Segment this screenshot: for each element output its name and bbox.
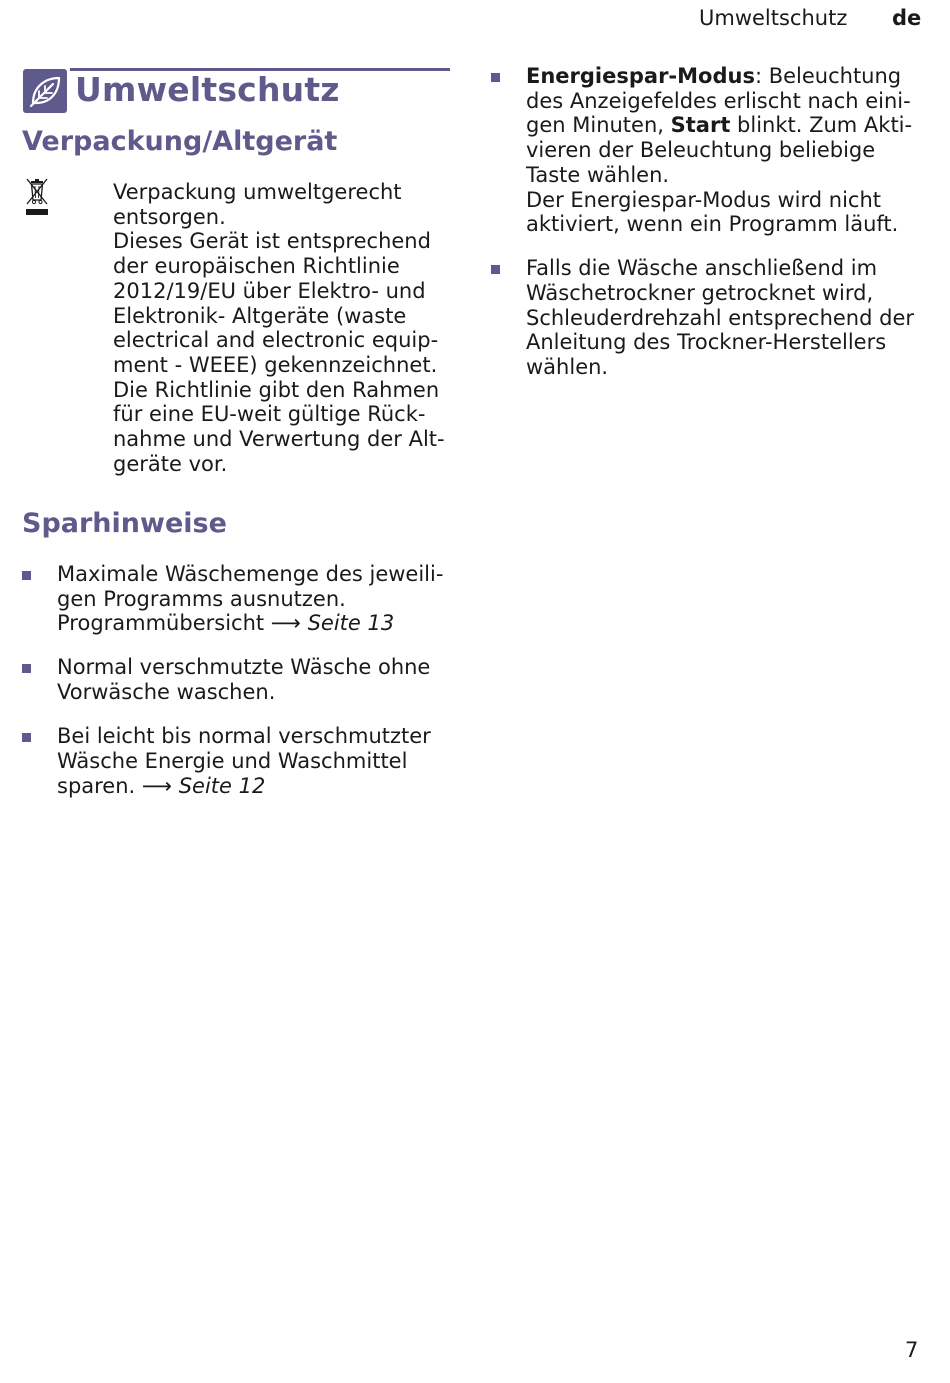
page-title: Umweltschutz <box>75 70 340 109</box>
list-item-line: Wäschetrockner getrocknet wird, <box>526 280 874 305</box>
list-item-line: Taste wählen. <box>526 162 670 187</box>
energy-mode-term: Energiespar-Modus <box>526 64 755 88</box>
list-item <box>22 655 462 704</box>
square-bullet-icon <box>22 571 31 580</box>
arrow-right-icon: ⟶ <box>270 611 301 636</box>
list-item-line: Schleuderdrehzahl entsprechend der <box>526 305 915 330</box>
list-item-line: Wäsche Energie und Waschmittel <box>57 748 408 773</box>
leaf-icon <box>23 69 67 113</box>
packaging-line: geräte vor. <box>113 451 228 476</box>
running-header-language: de <box>892 6 922 30</box>
list-item-text: : Beleuchtung <box>754 64 902 88</box>
list-item-line: Normal verschmutzte Wäsche ohne <box>57 655 431 680</box>
list-item-line: des Anzeigefeldes erlischt nach eini- <box>526 88 911 113</box>
savings-list <box>22 562 462 818</box>
packaging-line: Verpackung umweltgerecht <box>113 180 402 204</box>
packaging-paragraph <box>113 180 458 476</box>
list-item-line: Anleitung des Trockner-Herstellers <box>526 330 887 355</box>
square-bullet-icon <box>491 265 500 274</box>
packaging-heading: Verpackung/Altgerät <box>22 126 338 157</box>
page-reference-link[interactable]: Seite 12 <box>172 773 266 798</box>
packaging-line: ment - WEEE) gekennzeichnet. <box>113 352 438 377</box>
arrow-right-icon: ⟶ <box>141 773 173 798</box>
packaging-line: Elektronik- Altgeräte (waste <box>113 303 407 328</box>
packaging-line: 2012/19/EU über Elektro- und <box>113 278 426 303</box>
packaging-line: entsorgen. <box>113 204 226 229</box>
square-bullet-icon <box>491 73 500 82</box>
list-item-line <box>57 611 462 636</box>
list-item-line <box>526 64 931 89</box>
page-reference-link[interactable]: Seite 13 <box>300 611 395 636</box>
square-bullet-icon <box>22 733 31 742</box>
list-item-line: Bei leicht bis normal verschmutzter <box>57 724 431 749</box>
list-item-line: wählen. <box>526 355 609 380</box>
crossed-out-wheelie-bin-icon <box>24 176 50 216</box>
page-number: 7 <box>905 1338 919 1362</box>
square-bullet-icon <box>22 664 31 673</box>
running-header-section: Umweltschutz <box>699 6 848 30</box>
list-item <box>22 724 462 798</box>
list-item-line: Maximale Wäschemenge des jeweili- <box>57 562 444 586</box>
list-item <box>491 256 931 380</box>
list-item-line <box>57 774 462 799</box>
savings-heading: Sparhinweise <box>22 508 227 539</box>
list-item-text: sparen. <box>57 773 142 798</box>
packaging-line: Die Richtlinie gibt den Rahmen <box>113 377 440 402</box>
packaging-line: der europäischen Richtlinie <box>113 254 400 279</box>
list-item-line: vieren der Beleuchtung beliebige <box>526 138 876 163</box>
list-item-line <box>526 113 931 138</box>
list-item-line: Vorwäsche waschen. <box>57 680 276 705</box>
packaging-line: nahme und Verwertung der Alt- <box>113 427 445 452</box>
list-item-line: gen Programms ausnutzen. <box>57 586 346 611</box>
list-item-line: Falls die Wäsche anschließend im <box>526 256 878 281</box>
list-item <box>22 562 462 636</box>
tips-list-right <box>491 64 931 399</box>
list-item-line: Der Energiespar-Modus wird nicht <box>526 187 881 212</box>
packaging-line: electrical and electronic equip- <box>113 328 439 353</box>
packaging-line: für eine EU-weit gültige Rück- <box>113 402 426 427</box>
packaging-line: Dieses Gerät ist entsprechend <box>113 229 431 254</box>
list-item-text: gen Minuten, <box>526 113 671 138</box>
list-item-text: Programmübersicht <box>57 611 271 636</box>
list-item-line: aktiviert, wenn ein Programm läuft. <box>526 212 899 237</box>
start-button-label: Start <box>670 113 731 138</box>
list-item <box>491 64 931 237</box>
list-item-text: blinkt. Zum Akti- <box>730 113 913 138</box>
